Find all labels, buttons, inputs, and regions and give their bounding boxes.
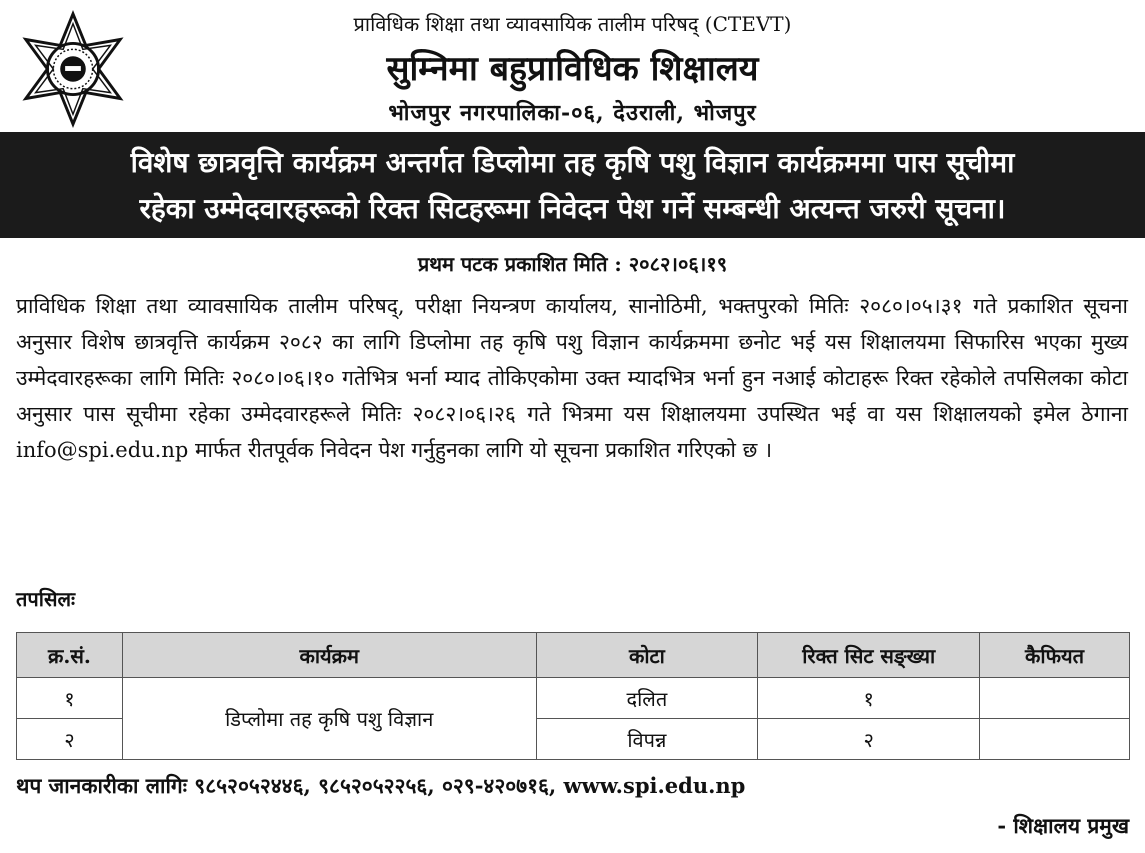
col-header-program: कार्यक्रम bbox=[122, 633, 536, 678]
notice-body-text: प्राविधिक शिक्षा तथा व्यावसायिक तालीम परिषद्, परीक्षा नियन्त्रण कार्यालय, सानोठिमी, भक्तपुरको मितिः २०८०।०५।३१ गते प्रकाशित सूचना अनुसार विशेष छात्रवृत्ति कार्यक्रम २०८२ का लागि डिप्लोमा तह कृषि पशु विज्ञान कार्यक्रममा छनोट भई यस शिक्षालयमा सिफारिस भएका मुख्य उम्मेदवारहरूका लागि मितिः २०८०।०६।१० गतेभित्र भर्ना म्याद तोकिएकोमा उक्त म्यादभित्र भर्ना हुन नआई कोटाहरू रिक्त रहेकोले तपसिलका कोटा अनुसार पास सूचीमा रहेका उम्मेदवारहरूले मितिः २०८२।०६।२६ गते भित्रमा यस शिक्षालयमा उपस्थित भई वा यस शिक्षालयको इमेल ठेगाना info@spi.edu.np मार्फत रीतपूर्वक निवेदन पेश गर्नुहुनका लागि यो सूचना प्रकाशित गरिएको छ । bbox=[16, 294, 1128, 462]
cell-quota: दलित bbox=[536, 678, 758, 719]
cell-remarks bbox=[980, 719, 1130, 760]
banner-line-2: रहेका उम्मेदवारहरूको रिक्त सिटहरूमा निवेदन पेश गर्ने सम्बन्धी अत्यन्त जरुरी सूचना। bbox=[139, 192, 1006, 225]
cell-seats: १ bbox=[758, 678, 980, 719]
nepal-government-star-logo-icon bbox=[14, 10, 132, 128]
school-name: सुम्निमा बहुप्राविधिक शिक्षालय bbox=[386, 49, 759, 89]
cell-seats: २ bbox=[758, 719, 980, 760]
cell-remarks bbox=[980, 678, 1130, 719]
cell-quota: विपन्न bbox=[536, 719, 758, 760]
col-header-seats: रिक्त सिट सङ्ख्या bbox=[758, 633, 980, 678]
table-row bbox=[17, 678, 1130, 719]
notice-header bbox=[0, 0, 1145, 132]
table-header-row bbox=[17, 633, 1130, 678]
col-header-remarks: कैफियत bbox=[980, 633, 1130, 678]
details-label: तपसिलः bbox=[16, 587, 76, 611]
col-header-sn: क्र.सं. bbox=[17, 633, 123, 678]
cell-program: डिप्लोमा तह कृषि पशु विज्ञान bbox=[122, 678, 536, 760]
col-header-quota: कोटा bbox=[536, 633, 758, 678]
signatory: - शिक्षालय प्रमुख bbox=[997, 813, 1129, 838]
contact-info: थप जानकारीका लागिः ९८५२०५२४४६, ९८५२०५२२५६, ०२९-४२०७१६, www.spi.edu.np bbox=[16, 773, 746, 798]
published-date: प्रथम पटक प्रकाशित मिति : २०८२।०६।१९ bbox=[417, 252, 728, 276]
notice-title-banner bbox=[0, 132, 1145, 238]
cell-sn: १ bbox=[17, 678, 123, 719]
vacant-seat-table bbox=[16, 632, 1130, 760]
cell-sn: २ bbox=[17, 719, 123, 760]
council-name: प्राविधिक शिक्षा तथा व्यावसायिक तालीम परिषद् (CTEVT) bbox=[353, 12, 792, 36]
school-address: भोजपुर नगरपालिका-०६, देउराली, भोजपुर bbox=[388, 100, 757, 126]
banner-line-1: विशेष छात्रवृत्ति कार्यक्रम अन्तर्गत डिप्लोमा तह कृषि पशु विज्ञान कार्यक्रममा पास सूचीमा bbox=[130, 146, 1015, 179]
